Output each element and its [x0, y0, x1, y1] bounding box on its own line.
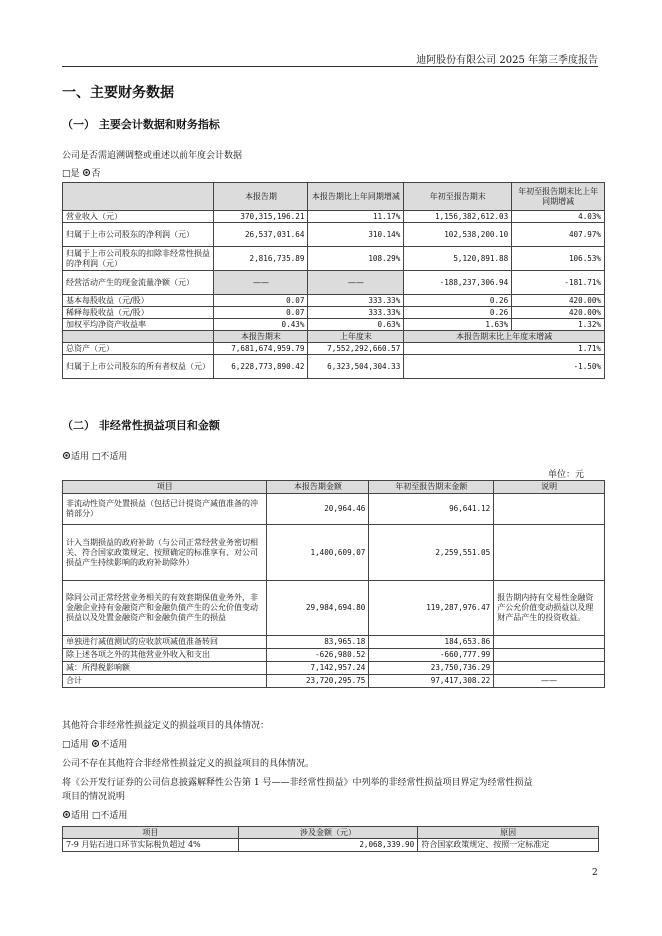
- table-row: 计入当期损益的政府补助（与公司正常经营业务密切相关、符合国家政策规定、按照确定的标准享有、对公司损益产生持续影响的政府补助除外） 1,400,609.07 2,259,551.05: [63, 525, 605, 581]
- selected-circle-icon: [62, 451, 71, 460]
- table-subheader-row: 本报告期末 上年度末 本报告期末比上年度末增减: [63, 331, 605, 343]
- header-divider: [62, 66, 598, 67]
- col-header: 年初至报告期末: [404, 183, 512, 211]
- rule-explanation-line1: 将《公开发行证券的公司信息披露解释性公告第 1 号——非经常性损益》中列举的非经常性损益项目界定为经常性损益: [62, 778, 533, 788]
- other-items-options: □适用 不适用: [62, 740, 128, 750]
- option-no-label: 否: [91, 169, 101, 179]
- key-financial-table: [62, 182, 605, 379]
- selected-circle-icon: [82, 168, 91, 177]
- table-row: 稀释每股收益（元/股） 0.07 333.33% 0.26 420.00%: [63, 307, 605, 319]
- table-row: 加权平均净资产收益率 0.43% 0.63% 1.63% 1.32%: [63, 319, 605, 331]
- col-header: 本报告期: [214, 183, 308, 211]
- table-row: 7-9 月钻石进口环节实际税负超过 4% 2,068,339.90 符合国家政策规定、按照一定标准定: [63, 839, 599, 852]
- table-header-row: [63, 183, 605, 211]
- col-header: 年初至报告期末比上年同期增减: [512, 183, 605, 211]
- selected-circle-icon: [91, 739, 100, 748]
- page-number: 2: [592, 868, 598, 878]
- subsection-title-2: （二） 非经常性损益项目和金额: [62, 419, 220, 432]
- selected-circle-icon: [62, 810, 71, 819]
- nonrecurring-applicable-options: 适用 □不适用: [62, 449, 127, 462]
- subsection-title-1: （一） 主要会计数据和财务指标: [62, 118, 220, 131]
- table-row: 总资产（元） 7,681,674,959.79 7,552,292,660.57 1.71%: [63, 343, 605, 355]
- other-items-statement: 公司不存在其他符合非经常性损益定义的损益项目的具体情况。: [62, 759, 315, 769]
- section-title: 一、主要财务数据: [62, 85, 174, 101]
- table-row: 归属于上市公司股东的所有者权益（元） 6,228,773,890.42 6,323,504,304.33 -1.50%: [63, 355, 605, 379]
- table-row: 合计 23,720,295.75 97,417,308.22 ——: [63, 675, 605, 688]
- col-header: 本报告期比上年同期增减: [308, 183, 404, 211]
- table-row: 归属于上市公司股东的扣除非经常性损益的净利润（元） 2,816,735.89 108.29% 5,120,891.88 106.53%: [63, 247, 605, 271]
- table-row: 基本每股收益（元/股） 0.07 333.33% 0.26 420.00%: [63, 295, 605, 307]
- table-row: 非流动性资产处置损益（包括已计提资产减值准备的冲销部分） 20,964.46 96,641.12: [63, 494, 605, 525]
- restatement-question: 公司是否需追溯调整或重述以前年度会计数据: [62, 151, 243, 161]
- restatement-options: [62, 166, 100, 179]
- table-header-row: 项目 涉及金额（元） 原因: [63, 827, 599, 839]
- table-row: 除同公司正常经营业务相关的有效套期保值业务外，非金融企业持有金融资产和金融负债产生的公允价值变动损益以及处置金融资产和金融负债产生的损益 29,984,694.80 119,287,976.47 报告期内持有交易性金融资产公允价值变动损益以及理财产品产生的投资收益。: [63, 581, 605, 636]
- nonrecurring-table: [62, 480, 605, 688]
- table-row: 经营活动产生的现金流量净额（元） —— —— -188,237,306.94 -181.71%: [63, 271, 605, 295]
- table-row: 营业收入（元） 370,315,196.21 11.17% 1,156,382,612.03 4.03%: [63, 211, 605, 223]
- option-yes-unchecked: □是: [62, 169, 80, 179]
- table-row: 减：所得税影响额 7,142,957.24 23,750,736.29: [63, 662, 605, 675]
- table-header-row: 项目 本报告期金额 年初至报告期末金额 说明: [63, 481, 605, 494]
- table-row: 单独进行减值测试的应收款项减值准备转回 83,965.18 184,653.86: [63, 636, 605, 649]
- rule-explanation-line2: 项目的情况说明: [62, 792, 126, 802]
- unit-label: 单位：元: [548, 470, 585, 480]
- table-row: 归属于上市公司股东的净利润（元） 26,537,031.64 310.14% 102,538,200.10 407.97%: [63, 223, 605, 247]
- other-items-question: 其他符合非经常性损益定义的损益项目的具体情况：: [62, 721, 270, 731]
- reclassified-items-table: [62, 826, 599, 852]
- rule-options: 适用 □不适用: [62, 808, 127, 821]
- page-header-title: 迪阿股份有限公司 2025 年第三季度报告: [416, 55, 598, 66]
- table-row: 除上述各项之外的其他营业外收入和支出 -626,980.52 -660,777.99: [63, 649, 605, 662]
